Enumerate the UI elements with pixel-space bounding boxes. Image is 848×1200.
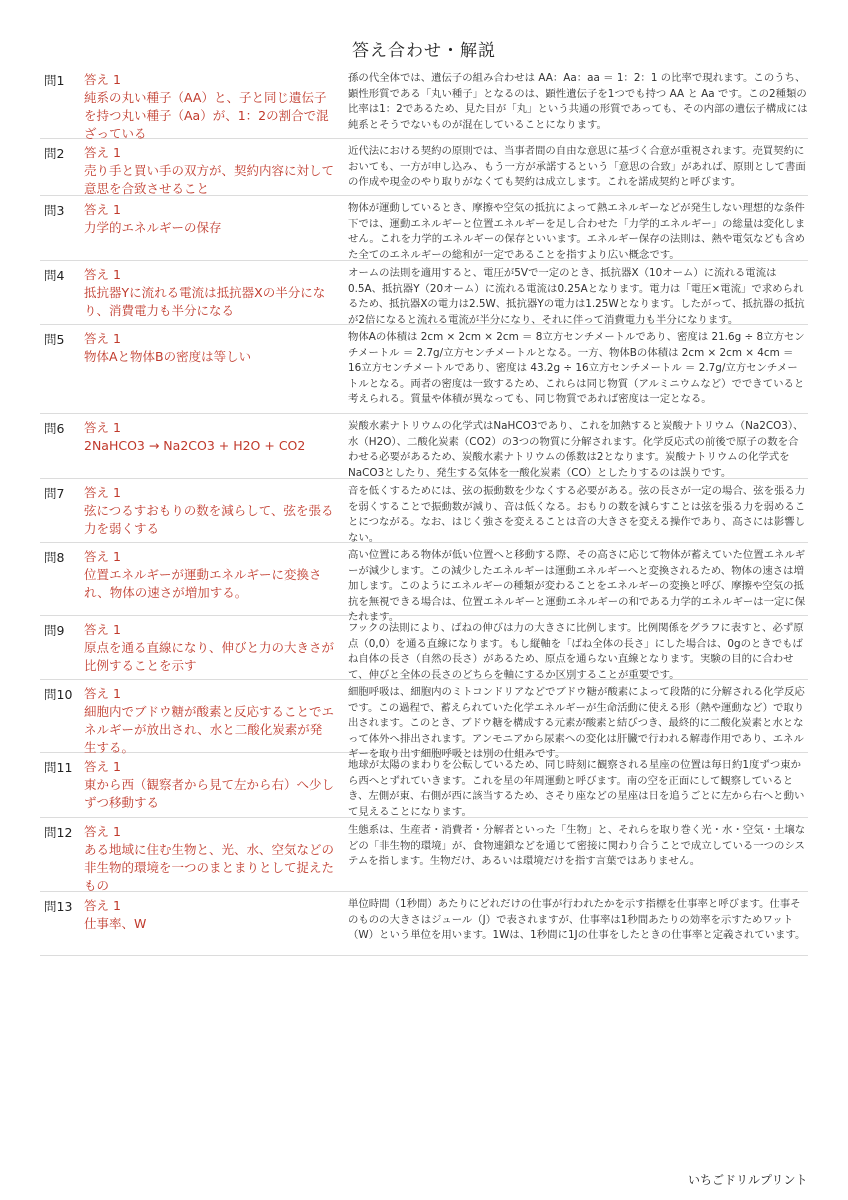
- answer-cell: [84, 419, 342, 473]
- answer-label: 答え 1: [84, 622, 121, 637]
- question-number: 問4: [44, 268, 65, 283]
- answer-cell: [84, 897, 342, 950]
- answer-cell: [84, 685, 342, 755]
- answer-cell: [84, 548, 342, 610]
- question-row-8: [40, 543, 808, 624]
- answer-text: 細胞内でブドウ糖が酸素と反応することでエネルギーが放出され、水と二酸化炭素が発生する。: [84, 704, 335, 755]
- answer-cell: [84, 71, 342, 141]
- answer-cell: [84, 266, 342, 319]
- answer-text: 原点を通る直線になり、伸びと力の大きさが比例することを示す: [84, 640, 335, 673]
- answer-label: 答え 1: [84, 898, 121, 913]
- footer-brand: いちごドリルプリント: [688, 1173, 808, 1187]
- answer-table: [40, 66, 808, 956]
- answer-cell: [84, 484, 342, 537]
- question-number: 問12: [44, 825, 73, 840]
- question-row-2: [40, 139, 808, 196]
- question-number: 問2: [44, 146, 65, 161]
- question-number: 問5: [44, 332, 65, 347]
- question-row-13: [40, 892, 808, 956]
- explanation-text: 近代法における契約の原則では、当事者間の自由な意思に基づく合意が重視されます。売買契約においても、一方が申し込み、もう一方が承諾するという「意思の合致」があれば、原則として書面の作成や現金のやり取りがなくても契約は成立します。これを諾成契約と呼びます。: [348, 145, 806, 189]
- answer-label: 答え 1: [84, 759, 121, 774]
- answer-label: 答え 1: [84, 267, 121, 282]
- answer-label: 答え 1: [84, 72, 121, 87]
- question-row-11: [40, 753, 808, 818]
- answer-cell: [84, 201, 342, 255]
- explanation-text: フックの法則により、ばねの伸びは力の大きさに比例します。比例関係をグラフに表すと、必ず原点（0,0）を通る直線になります。もし縦軸を「ばね全体の長さ」にした場合は、0gのときでもばね自体の長さ（自然の長さ）があるため、原点を通らない直線となります。実験の目的に合わせて、伸びと全体の長さのどちらを軸にするか区別することが重要です。: [348, 622, 804, 681]
- answer-text: 弦につるすおもりの数を減らして、弦を張る力を弱くする: [84, 503, 334, 536]
- answer-text: 抵抗器Yに流れる電流は抵抗器Xの半分になり、消費電力も半分になる: [84, 285, 326, 318]
- answer-cell: [84, 144, 342, 196]
- explanation-text: 細胞呼吸は、細胞内のミトコンドリアなどでブドウ糖が酸素によって段階的に分解される化学反応です。この過程で、蓄えられていた化学エネルギーが生命活動に使える形（熱や運動など）で取り出されます。このとき、ブドウ糖を構成する元素が酸素と結びつき、最終的に二酸化炭素と水となって体外へ排出されます。アンモニアから尿素への変化は肝臓で行われる解毒作用であり、エネルギーを取り出す細胞呼吸とは別の仕組みです。: [348, 686, 805, 761]
- answer-text: 2NaHCO3 → Na2CO3 + H2O + CO2: [84, 438, 306, 453]
- answer-text: ある地域に住む生物と、光、水、空気などの非生物的環境を一つのまとまりとして捉えたもの: [84, 842, 335, 893]
- answer-text: 力学的エネルギーの保存: [84, 220, 222, 235]
- question-number: 問8: [44, 550, 65, 565]
- explanation-text: 単位時間（1秒間）あたりにどれだけの仕事が行われたかを示す指標を仕事率と呼びます。仕事そのものの大きさはジュール（J）で表されますが、仕事率は1秒間あたりの効率を示すためワット（W）という単位を用います。1Wは、1秒間に1Jの仕事をしたときの仕事率と定義されています。: [348, 898, 806, 942]
- explanation-text: 生態系は、生産者・消費者・分解者といった「生物」と、それらを取り巻く光・水・空気・土壌などの「非生物的環境」が、食物連鎖などを通じて密接に関わり合うことで成立している一つのシステムを指します。生物だけ、あるいは環境だけを指す言葉ではありません。: [348, 824, 806, 868]
- question-number: 問10: [44, 687, 73, 702]
- answer-label: 答え 1: [84, 202, 121, 217]
- explanation-text: 高い位置にある物体が低い位置へと移動する際、その高さに応じて物体が蓄えていた位置エネルギーが減少します。この減少したエネルギーは運動エネルギーへと変換されるため、物体の速さは増加します。このようにエネルギーの種類が変わることをエネルギーの変換と呼び、摩擦や空気の抵抗を無視できる場合は、位置エネルギーと運動エネルギーの和である力学的エネルギーは一定に保たれます。: [348, 549, 806, 624]
- question-number: 問6: [44, 421, 65, 436]
- answer-label: 答え 1: [84, 420, 121, 435]
- answer-label: 答え 1: [84, 331, 121, 346]
- explanation-text: 音を低くするためには、弦の振動数を少なくする必要がある。弦の長さが一定の場合、弦を張る力を弱くすることで振動数が減り、音は低くなる。おもりの数を減らすことは弦を張る力を弱めることにつながる。なお、はじく強さを変えることは音の大きさを変える操作であり、高さには影響しない。: [348, 485, 806, 544]
- explanation-text: 地球が太陽のまわりを公転しているため、同じ時刻に観察される星座の位置は毎日約1度ずつ東から西へとずれていきます。これを星の年周運動と呼びます。南の空を正面にして観察しているとき、左側が東、右側が西に該当するため、さそり座などの星座は日を追うごとに左から右へと動いて見えることになります。: [348, 759, 805, 818]
- answer-cell: [84, 823, 342, 893]
- question-row-1: [40, 66, 808, 139]
- answer-cell: [84, 330, 342, 408]
- question-row-5: [40, 325, 808, 414]
- question-number: 問13: [44, 899, 73, 914]
- question-number: 問7: [44, 486, 65, 501]
- answer-text: 東から西（観察者から見て左から右）へ少しずつ移動する: [84, 777, 335, 810]
- question-number: 問11: [44, 760, 73, 775]
- question-row-10: [40, 680, 808, 761]
- explanation-text: オームの法則を適用すると、電圧が5Vで一定のとき、抵抗器X（10オーム）に流れる電流は0.5A、抵抗器Y（20オーム）に流れる電流は0.25Aとなります。電力は「電圧×電流」で求められるため、抵抗器Xの電力は2.5W、抵抗器Yの電力は1.25Wとなります。したがって、抵抗器の抵抗が2倍になると流れる電流が半分になり、それに伴って消費電力も半分になります。: [348, 267, 805, 326]
- answer-text: 物体Aと物体Bの密度は等しい: [84, 349, 252, 364]
- question-row-6: [40, 414, 808, 479]
- explanation-text: 孫の代全体では、遺伝子の組み合わせは AA：Aa：aa ＝ 1：2：1 の比率で現れます。このうち、顕性形質である「丸い種子」となるのは、顕性遺伝子を1つでも持つ AA と Aa です。この2種類の比率は1：2であるため、見た目が「丸」という共通の形質であっても、その内部の遺伝子構成には純系とそうでないものが混在していることになります。: [348, 72, 808, 131]
- question-row-3: [40, 196, 808, 261]
- answer-cell: [84, 621, 342, 674]
- answer-label: 答え 1: [84, 686, 121, 701]
- answer-cell: [84, 758, 342, 812]
- question-row-12: [40, 818, 808, 892]
- question-row-7: [40, 479, 808, 543]
- explanation-text: 炭酸水素ナトリウムの化学式はNaHCO3であり、これを加熱すると炭酸ナトリウム（Na2CO3）、水（H2O）、二酸化炭素（CO2）の3つの物質に分解されます。化学反応式の前後で原子の数を合わせる必要があるため、炭酸水素ナトリウムの係数は2となります。炭酸ナトリウムの化学式をNaCO3としたり、発生する気体を一酸化炭素（CO）としたりするのは誤りです。: [348, 420, 804, 479]
- explanation-text: 物体が運動しているとき、摩擦や空気の抵抗によって熱エネルギーなどが発生しない理想的な条件下では、運動エネルギーと位置エネルギーを足し合わせた「力学的エネルギー」の総量は変化しません。これを力学的エネルギーの保存といいます。エネルギー保存の法則は、熱や電気なども含めた全てのエネルギーの総和が一定であることを指すより広い概念です。: [348, 202, 806, 261]
- question-number: 問1: [44, 73, 65, 88]
- answer-text: 売り手と買い手の双方が、契約内容に対して意思を合致させること: [84, 163, 335, 196]
- question-row-4: [40, 261, 808, 325]
- answer-label: 答え 1: [84, 485, 121, 500]
- answer-text: 仕事率、W: [84, 916, 147, 931]
- answer-label: 答え 1: [84, 145, 121, 160]
- explanation-text: 物体Aの体積は 2cm × 2cm × 2cm ＝ 8立方センチメートルであり、密度は 21.6g ÷ 8立方センチメートル ＝ 2.7g/立方センチメートルとなる。一方、物体Bの体積は 2cm × 2cm × 4cm ＝ 16立方センチメートルであり、密度は 43.2g ÷ 16立方センチメートル ＝ 2.7g/立方センチメートルとなる。両者の密度は一致するため、これらは同じ物質（アルミニウムなど）でできていると考えられる。質量や体積が異なっても、同じ物質であれば密度は一定となる。: [348, 331, 805, 406]
- question-row-9: [40, 616, 808, 680]
- answer-label: 答え 1: [84, 549, 121, 564]
- question-number: 問3: [44, 203, 65, 218]
- answer-text: 位置エネルギーが運動エネルギーに変換され、物体の速さが増加する。: [84, 567, 322, 600]
- page-title: 答え合わせ・解説: [352, 41, 496, 61]
- answer-label: 答え 1: [84, 824, 121, 839]
- answer-text: 純系の丸い種子（AA）と、子と同じ遺伝子を持つ丸い種子（Aa）が、1：2の割合で混ざっている: [84, 90, 329, 141]
- question-number: 問9: [44, 623, 65, 638]
